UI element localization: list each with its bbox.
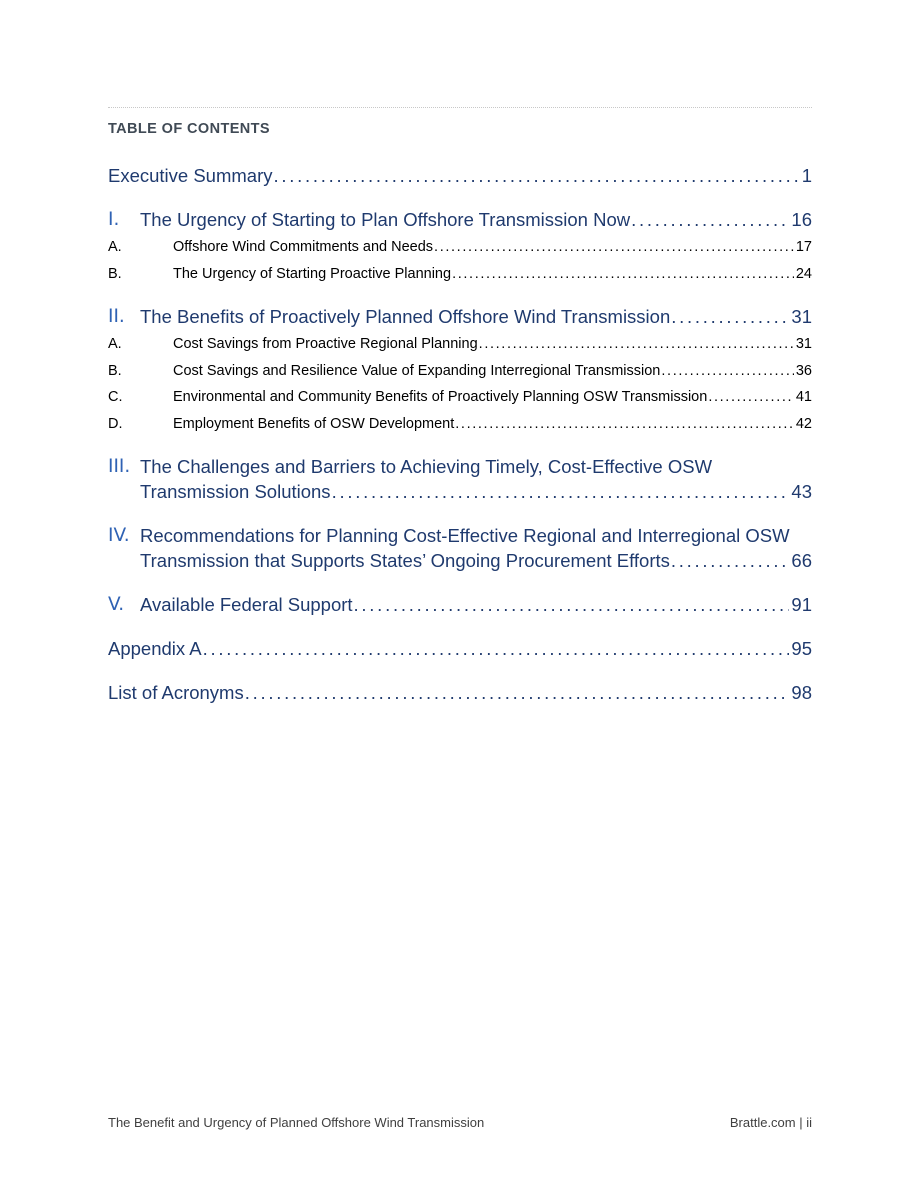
toc-entry-subsection[interactable] — [173, 361, 812, 381]
toc-entry-title: The Benefits of Proactively Planned Offshore Wind Transmission — [140, 306, 671, 327]
dot-leader — [434, 237, 794, 257]
toc-page-number: 31 — [795, 336, 812, 352]
subsection-letter: D. — [108, 416, 123, 432]
dot-leader — [245, 680, 790, 705]
toc-heading: TABLE OF CONTENTS — [108, 121, 270, 137]
dot-leader — [455, 414, 794, 434]
toc-entry-title: Employment Benefits of OSW Development — [173, 416, 455, 432]
subsection-letter: B. — [108, 363, 122, 379]
toc-entry-section-5[interactable] — [140, 592, 812, 617]
dot-leader — [671, 548, 790, 573]
dot-leader — [354, 592, 790, 617]
dot-leader — [274, 163, 800, 188]
toc-entry-title: Transmission Solutions — [140, 481, 331, 502]
toc-page-number: 42 — [795, 416, 812, 432]
toc-entry-subsection[interactable] — [173, 264, 812, 284]
section-numeral: IV. — [108, 525, 130, 546]
subsection-letter: B. — [108, 266, 122, 282]
dot-leader — [203, 636, 790, 661]
dot-leader — [661, 361, 793, 381]
section-numeral: II. — [108, 306, 125, 327]
toc-page-number: 91 — [791, 594, 812, 615]
toc-entry-section-2[interactable] — [140, 304, 812, 329]
toc-entry-subsection[interactable] — [173, 334, 812, 354]
toc-page-number: 98 — [791, 682, 812, 703]
toc-entry-title: Transmission that Supports States’ Ongoing Procurement Efforts — [140, 550, 670, 571]
toc-page-number: 1 — [801, 165, 812, 186]
toc-entry-title: Available Federal Support — [140, 594, 353, 615]
toc-page-number: 31 — [791, 306, 812, 327]
toc-entry-subsection[interactable] — [173, 387, 812, 407]
dot-leader — [452, 264, 794, 284]
toc-entry-title-line1[interactable]: The Challenges and Barriers to Achieving Timely, Cost-Effective OSW — [140, 456, 713, 477]
dot-leader — [479, 334, 794, 354]
dot-leader — [708, 387, 794, 407]
subsection-letter: A. — [108, 336, 122, 352]
toc-entry-title: Offshore Wind Commitments and Needs — [173, 239, 434, 255]
toc-page-number: 66 — [791, 550, 812, 571]
toc-entry-title: Cost Savings and Resilience Value of Expanding Interregional Transmission — [173, 363, 661, 379]
dot-leader — [631, 207, 789, 232]
section-numeral: V. — [108, 594, 125, 615]
subsection-letter: A. — [108, 239, 122, 255]
section-numeral: I. — [108, 209, 120, 230]
dot-leader — [671, 304, 789, 329]
section-numeral: III. — [108, 456, 131, 477]
toc-page-number: 17 — [795, 239, 812, 255]
toc-entry-list-of-acronyms[interactable] — [108, 680, 812, 705]
toc-entry-appendix-a[interactable] — [108, 636, 812, 661]
toc-entry-section-4[interactable] — [140, 548, 812, 573]
toc-entry-section-1[interactable] — [140, 207, 812, 232]
toc-page-number: 43 — [791, 481, 812, 502]
toc-entry-subsection[interactable] — [173, 414, 812, 434]
subsection-letter: C. — [108, 389, 123, 405]
toc-entry-title: Executive Summary — [108, 165, 273, 186]
toc-page-number: 16 — [791, 209, 812, 230]
toc-entry-subsection[interactable] — [173, 237, 812, 257]
toc-entry-title: The Urgency of Starting to Plan Offshore Transmission Now — [140, 209, 631, 230]
toc-entry-title: The Urgency of Starting Proactive Planning — [173, 266, 452, 282]
dot-leader — [332, 479, 790, 504]
toc-entry-title: List of Acronyms — [108, 682, 244, 703]
footer-page-label: Brattle.com | ii — [729, 1115, 812, 1130]
header-rule — [108, 107, 812, 108]
toc-entry-title: Appendix A — [108, 638, 202, 659]
toc-page-number: 36 — [795, 363, 812, 379]
toc-entry-title: Cost Savings from Proactive Regional Planning — [173, 336, 478, 352]
footer-document-title: The Benefit and Urgency of Planned Offshore Wind Transmission — [108, 1115, 485, 1130]
toc-entry-title-line1[interactable]: Recommendations for Planning Cost-Effective Regional and Interregional OSW — [140, 525, 790, 546]
toc-page-number: 95 — [791, 638, 812, 659]
toc-entry-executive-summary[interactable] — [108, 163, 812, 188]
toc-entry-title: Environmental and Community Benefits of Proactively Planning OSW Transmission — [173, 389, 708, 405]
toc-page-number: 41 — [795, 389, 812, 405]
toc-entry-section-3[interactable] — [140, 479, 812, 504]
toc-page-number: 24 — [795, 266, 812, 282]
